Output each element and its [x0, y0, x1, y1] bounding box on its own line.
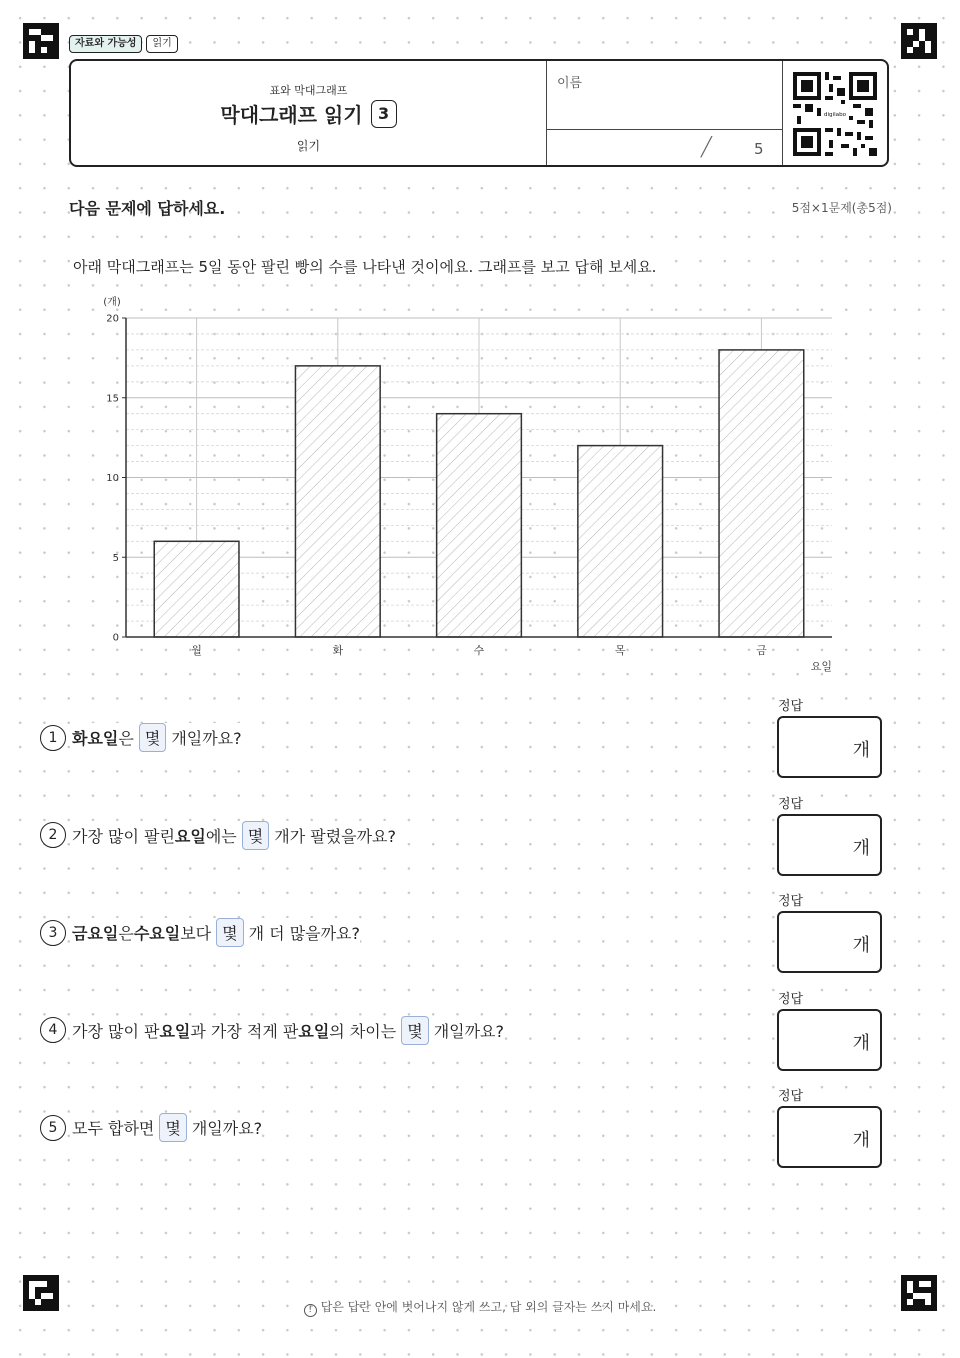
corner-marker-top-left [23, 23, 59, 59]
keyword-highlight: 몇 [216, 918, 243, 947]
question-fragment: 은 [118, 924, 134, 943]
keyword-highlight: 몇 [401, 1016, 428, 1045]
tag-group [69, 35, 178, 53]
page-title [71, 99, 546, 128]
question-number: 5 [40, 1115, 66, 1141]
x-axis-label: 요일 [810, 660, 832, 673]
bold-keyword: 요일 [159, 1021, 191, 1041]
answer-label: 정답 [778, 988, 803, 1007]
score-total: 5 [754, 140, 764, 158]
question-fragment: 보다 [180, 924, 212, 943]
question-text [72, 821, 396, 850]
question-text [72, 918, 360, 947]
tag-domain: 자료와 가능성 [69, 35, 142, 53]
unit-subtitle: 표와 막대그래프 [269, 84, 348, 97]
answer-label: 정답 [778, 793, 803, 812]
keyword-highlight: 몇 [242, 821, 269, 850]
answer-box-1[interactable] [777, 716, 882, 778]
question-number: 1 [40, 725, 66, 751]
answer-label: 정답 [778, 695, 803, 714]
points-info: 5점×1문제(총5점) [791, 201, 892, 215]
bold-keyword: 수요일 [133, 924, 181, 943]
answer-unit: 개 [852, 935, 870, 956]
tag-skill: 읽기 [146, 35, 177, 53]
question-number: 2 [40, 822, 66, 848]
x-tick-label: 금 [756, 644, 767, 657]
question-text [72, 1016, 504, 1045]
question-4 [40, 1016, 504, 1045]
question-2 [40, 821, 396, 850]
page-title-text: 막대그래프 읽기 [220, 103, 363, 127]
question-number: 3 [40, 920, 66, 946]
keyword-highlight: 몇 [159, 1113, 186, 1142]
x-tick-label: 수 [473, 644, 485, 657]
question-fragment: 모두 합하면 [72, 1119, 155, 1138]
footer-note [0, 1298, 960, 1317]
bar-금 [719, 350, 804, 637]
question-3 [40, 918, 360, 947]
question-number: 4 [40, 1017, 66, 1043]
question-fragment: 에는 [205, 826, 237, 846]
bold-keyword: 화요일 [72, 729, 119, 748]
bold-keyword: 요일 [174, 826, 206, 846]
y-tick-label: 15 [106, 393, 119, 405]
answer-unit: 개 [852, 837, 870, 859]
name-field[interactable] [547, 61, 782, 130]
question-fragment: 개일까요? [433, 1021, 505, 1041]
question-fragment: 개가 팔렸을까요? [274, 826, 397, 846]
x-tick-label: 화 [332, 644, 344, 657]
name-label: 이름 [557, 76, 583, 91]
question-fragment: 가장 많이 팔린 [72, 826, 175, 846]
bar-목 [578, 446, 663, 637]
keyword-highlight: 몇 [139, 723, 166, 752]
question-fragment: 개일까요? [171, 729, 242, 748]
question-fragment: 가장 많이 판 [72, 1021, 160, 1041]
question-fragment: 은 [118, 729, 134, 748]
worksheet-number: 3 [371, 100, 397, 128]
question-fragment: 의 차이는 [329, 1021, 397, 1041]
question-5 [40, 1113, 262, 1142]
category-label: 읽기 [296, 139, 321, 153]
answer-box-2[interactable] [777, 814, 882, 876]
y-tick-label: 5 [112, 552, 119, 564]
info-icon: ! [304, 1304, 317, 1317]
score-field [547, 130, 782, 165]
bar-화 [295, 366, 380, 637]
name-score-area [546, 61, 783, 165]
y-tick-label: 0 [112, 632, 119, 644]
question-fragment: 개일까요? [191, 1119, 263, 1138]
answer-box-4[interactable] [777, 1009, 882, 1071]
y-axis-unit-label: (개) [103, 297, 121, 308]
question-fragment: 과 가장 적게 판 [190, 1021, 299, 1041]
answer-label: 정답 [778, 1085, 803, 1104]
question-text [72, 723, 242, 752]
corner-marker-top-right [901, 23, 937, 59]
answer-unit: 개 [852, 1130, 870, 1151]
problem-text: 아래 막대그래프는 5일 동안 팔린 빵의 수를 나타낸 것이에요. 그래프를 보고 답해 보세요. [73, 258, 657, 276]
answer-label: 정답 [778, 890, 803, 909]
score-slash: / [698, 132, 714, 162]
bar-수 [437, 414, 522, 637]
answer-unit: 개 [852, 740, 870, 761]
footer-text: 답은 답란 안에 벗어나지 않게 쓰고, 답 외의 글자는 쓰지 마세요. [320, 1300, 657, 1314]
bold-keyword: 금요일 [72, 924, 119, 943]
x-tick-label: 목 [614, 644, 626, 657]
qr-caption: digilabo [823, 112, 847, 118]
bold-keyword: 요일 [298, 1021, 330, 1041]
answer-unit: 개 [852, 1032, 870, 1054]
question-fragment: 개 더 많을까요? [248, 924, 361, 943]
y-tick-label: 20 [106, 313, 119, 325]
worksheet-header [69, 59, 889, 167]
y-tick-label: 10 [106, 473, 119, 484]
bar-chart [60, 288, 860, 678]
x-tick-label: 월 [191, 644, 202, 657]
header-title-area [71, 61, 546, 165]
answer-box-5[interactable] [777, 1106, 882, 1168]
instruction-heading: 다음 문제에 답하세요. [69, 199, 226, 218]
question-text [72, 1113, 262, 1142]
bar-월 [154, 541, 239, 637]
qr-code [793, 72, 877, 156]
question-1 [40, 723, 242, 752]
answer-box-3[interactable] [777, 911, 882, 973]
